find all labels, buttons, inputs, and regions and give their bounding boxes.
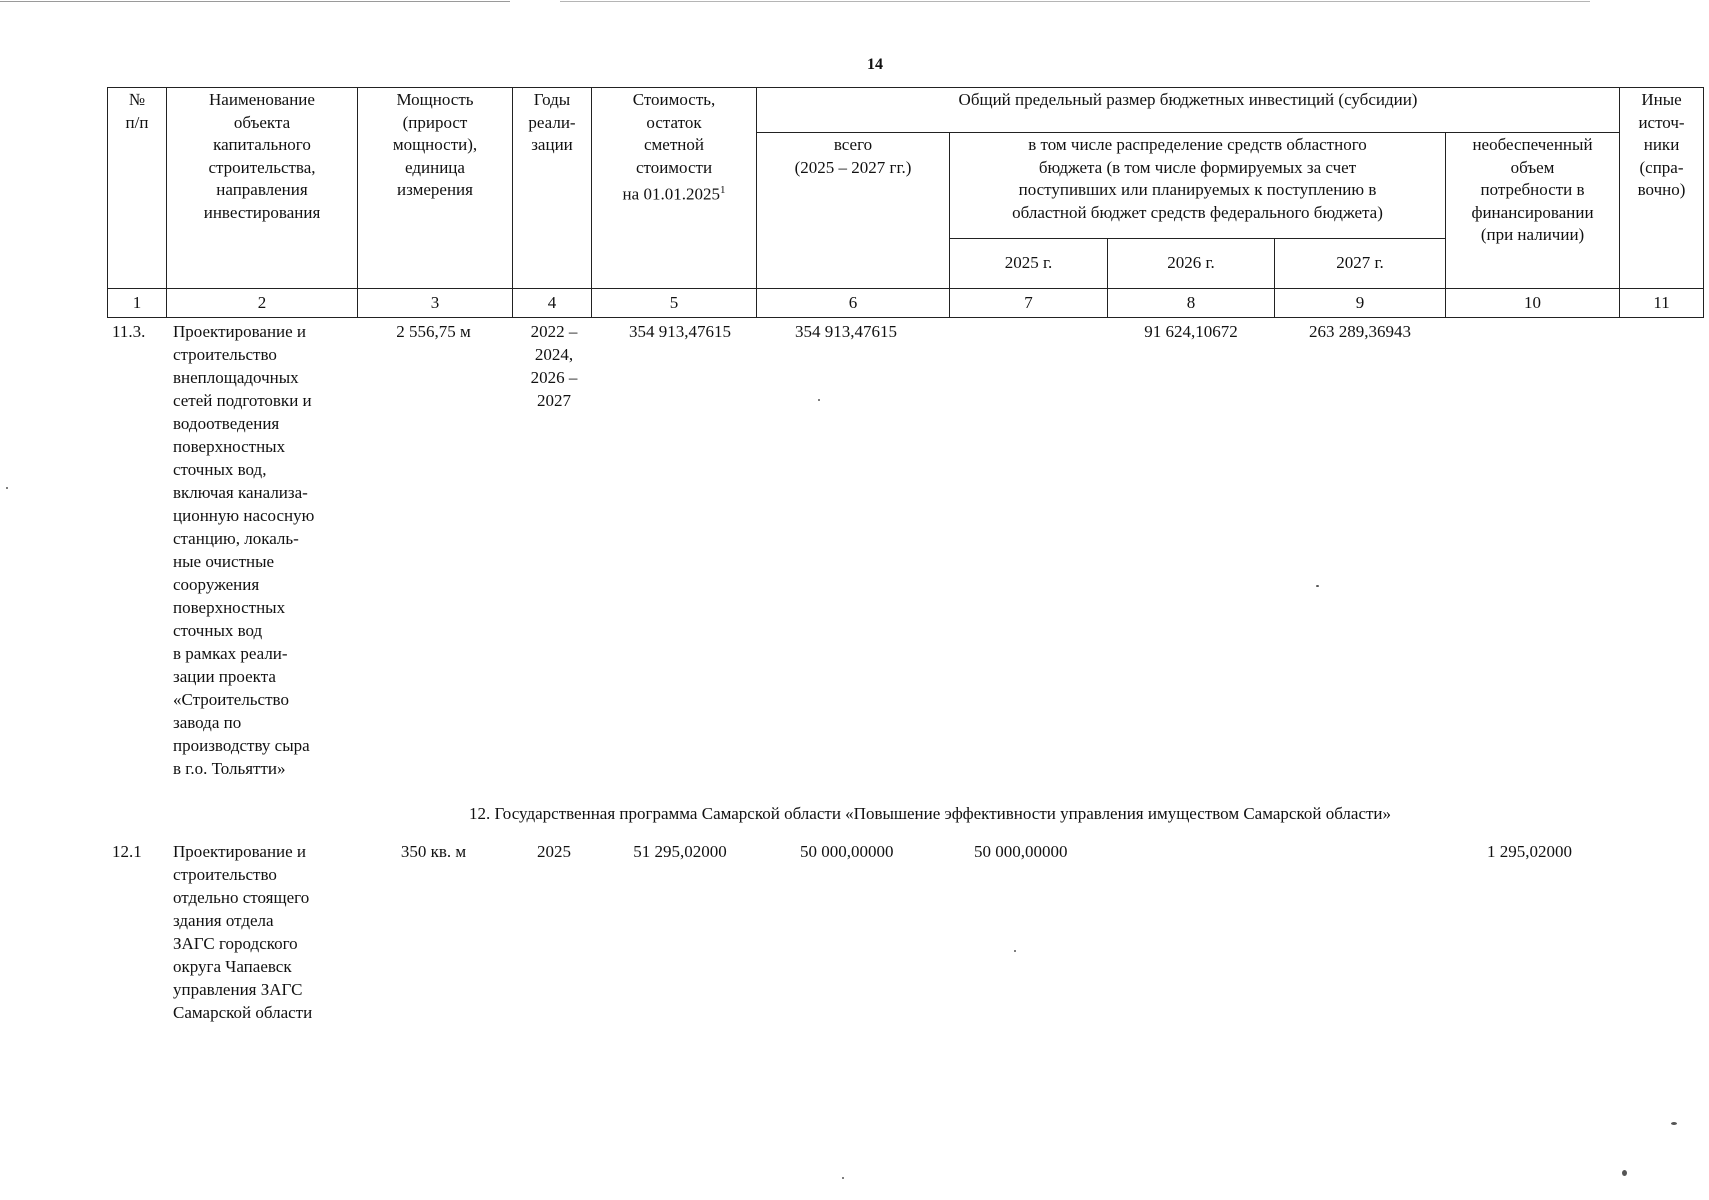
column-number: 11 — [1620, 289, 1704, 318]
header-year-2025: 2025 г. — [950, 239, 1108, 289]
header-year-2026: 2026 г. — [1108, 239, 1275, 289]
object-name: Проектирование и строительство внеплощадочных сетей подготовки и водоотведения поверхностных сточных вод, включая канализа- ционную насосную станцию, локаль- ные очистные сооружения поверхностных сточных вод в рамках реали- зации проекта «Строительство завода по производству сыра в г.о. Тольятти» — [173, 322, 315, 778]
column-number: 9 — [1275, 289, 1446, 318]
header-no: № п/п — [108, 88, 167, 289]
column-number: 5 — [592, 289, 757, 318]
object-name: Проектирование и строительство отдельно стоящего здания отдела ЗАГС городского округа Чапаевск управления ЗАГС Самарской области — [173, 842, 313, 1022]
header-cost — [592, 88, 757, 289]
header-distribution: в том числе распределение средств областного бюджета (в том числе формируемых за счет поступивших или планируемых к поступлению в областной бюджет средств федерального бюджета) — [950, 133, 1446, 239]
header-budget-group: Общий предельный размер бюджетных инвестиций (субсидии) — [757, 88, 1620, 133]
page-number: 14 — [867, 56, 883, 73]
total-value: 50 000,00000 — [800, 842, 894, 861]
header-years: Годы реали- зации — [513, 88, 592, 289]
header-capacity: Мощность (прирост мощности), единица измерения — [358, 88, 513, 289]
header-year-2027: 2027 г. — [1275, 239, 1446, 289]
column-number: 8 — [1108, 289, 1275, 318]
footnote-marker: 1 — [719, 184, 726, 196]
column-number: 10 — [1446, 289, 1620, 318]
year-2026-value: 91 624,10672 — [1144, 322, 1238, 341]
scan-speck — [6, 487, 8, 489]
scan-speck — [842, 1177, 844, 1179]
total-value: 354 913,47615 — [795, 322, 897, 341]
scan-artifact-line — [560, 1, 1590, 2]
capacity-value: 2 556,75 м — [396, 322, 471, 341]
header-other-sources: Иные источ- ники (спра- вочно) — [1620, 88, 1704, 289]
scan-speck — [1671, 1122, 1677, 1125]
header-unsecured: необеспеченный объем потребности в финансировании (при наличии) — [1446, 133, 1620, 289]
year-2027-value: 263 289,36943 — [1309, 322, 1411, 341]
capacity-value: 350 кв. м — [400, 842, 467, 861]
row-number: 12.1 — [112, 842, 142, 861]
years-value: 2025 — [537, 842, 571, 861]
cost-value: 354 913,47615 — [629, 322, 731, 341]
column-number: 1 — [108, 289, 167, 318]
scan-speck — [1014, 950, 1016, 952]
scan-speck — [1316, 585, 1319, 587]
column-number: 3 — [358, 289, 513, 318]
column-number: 2 — [167, 289, 358, 318]
cost-value: 51 295,02000 — [633, 842, 727, 861]
years-value: 2022 – 2024, 2026 – 2027 — [530, 322, 578, 410]
header-total: всего (2025 – 2027 гг.) — [757, 133, 950, 289]
header-object-name: Наименование объекта капитального строительства, направления инвестирования — [167, 88, 358, 289]
section-12-title: 12. Государственная программа Самарской области «Повышение эффективности управления имуществом Самарской области» — [468, 804, 1392, 823]
column-number: 6 — [757, 289, 950, 318]
scan-artifact-line — [0, 1, 510, 2]
header-cost-text: Стоимость, остаток сметной стоимости на 01.01.2025 — [622, 90, 720, 204]
scan-speck — [1622, 1170, 1627, 1176]
table-header — [107, 87, 1704, 318]
year-2025-value: 50 000,00000 — [974, 842, 1068, 861]
column-number: 7 — [950, 289, 1108, 318]
row-number: 11.3. — [112, 322, 146, 341]
scan-speck — [818, 399, 820, 401]
column-number: 4 — [513, 289, 592, 318]
unsecured-value: 1 295,02000 — [1487, 842, 1572, 861]
